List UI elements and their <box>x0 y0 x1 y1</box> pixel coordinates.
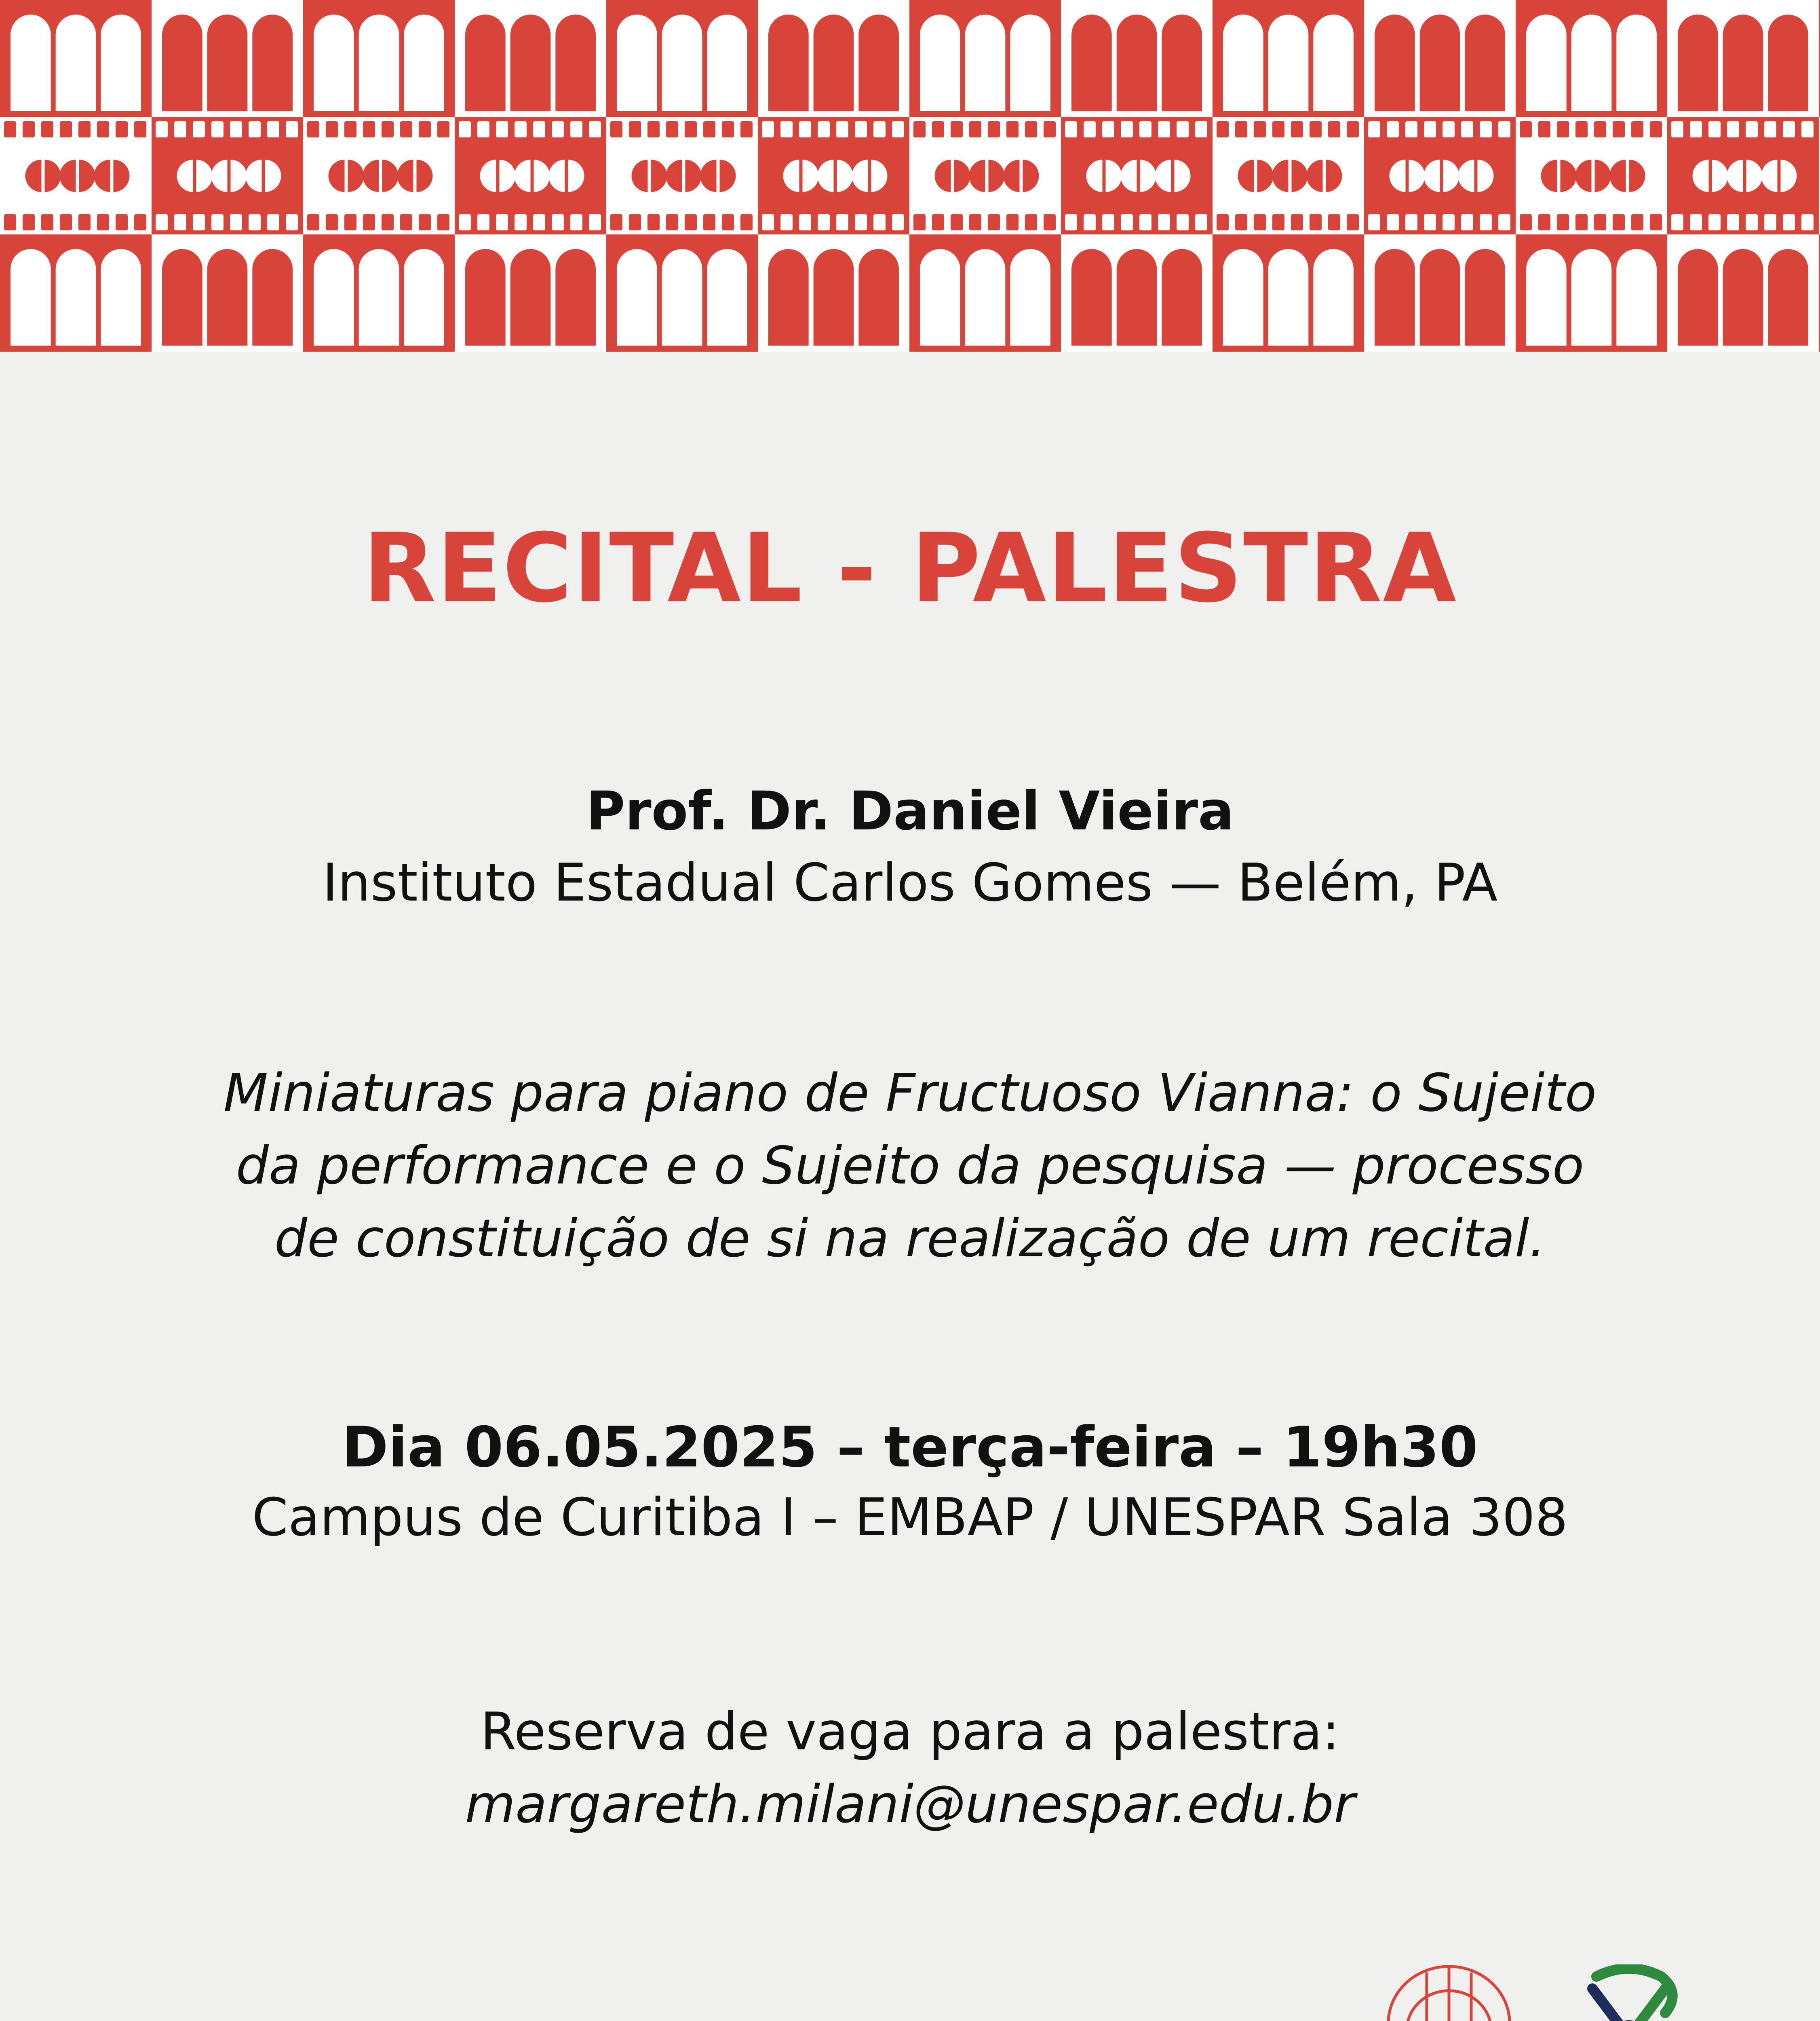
speaker-name: Prof. Dr. Daniel Vieira <box>586 780 1234 842</box>
event-location: Campus de Curitiba I – EMBAP / UNESPAR Sala 308 <box>252 1487 1568 1548</box>
lecture-title-line-3: de constituição de si na realização de um recital. <box>274 1209 1546 1269</box>
reservation-label: Reserva de vaga para a palestra: <box>480 1702 1340 1762</box>
lecture-title-line-2: da performance e o Sujeito da pesquisa — processo <box>236 1136 1584 1196</box>
unespar-emblem-icon <box>1536 1964 1722 2021</box>
arched-window-icon <box>1382 1962 1516 2021</box>
event-title: RECITAL - PALESTRA <box>363 513 1457 624</box>
reservation-email[interactable]: margareth.milani@unespar.edu.br <box>465 1774 1355 1835</box>
event-date: Dia 06.05.2025 – terça-feira – 19h30 <box>342 1415 1478 1480</box>
lecture-title-line-1: Miniaturas para piano de Fructuoso Vianna: o Sujeito <box>223 1063 1597 1123</box>
speaker-institution: Instituto Estadual Carlos Gomes — Belém, PA <box>322 853 1498 913</box>
